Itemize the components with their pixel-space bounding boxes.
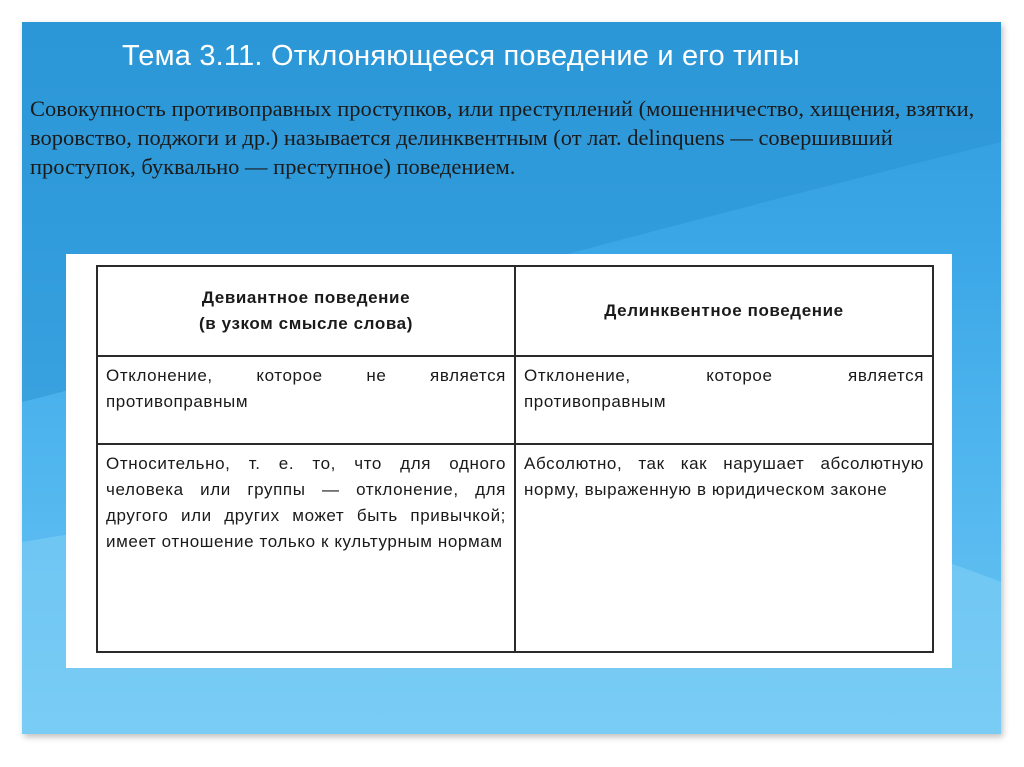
cell-delinquent-nature: Абсолютно, так как нарушает абсолютную норму, выраженную в юридическом законе — [515, 444, 933, 652]
cell-delinquent-definition: Отклонение, которое является противоправным — [515, 356, 933, 444]
slide — [22, 22, 1001, 734]
slide-title: Тема 3.11. Отклоняющееся поведение и его типы — [122, 40, 800, 72]
cell-deviant-definition: Отклонение, которое не является противоправным — [97, 356, 515, 444]
header-deviant-line2: (в узком смысле слова) — [199, 314, 413, 333]
intro-paragraph: Совокупность противоправных проступков, или преступлений (мошенничество, хищения, взятки, воровство, поджоги и др.) называется делинквентным (от лат. delinquens — совершивший проступок, буквально — преступное) поведением. — [30, 96, 975, 179]
comparison-table — [96, 265, 934, 653]
table-header-row — [97, 266, 933, 356]
table-row — [97, 356, 933, 444]
header-delinquent-line1: Делинквентное поведение — [604, 301, 844, 320]
cell-deviant-nature: Относительно, т. е. то, что для одного человека или группы — отклонение, для другого или других может быть привычкой; имеет отношение только к культурным нормам — [97, 444, 515, 652]
header-deviant — [97, 266, 515, 356]
header-deviant-line1: Девиантное поведение — [201, 288, 411, 307]
table-row — [97, 444, 933, 652]
comparison-table-card — [66, 254, 952, 668]
header-delinquent — [515, 266, 933, 356]
